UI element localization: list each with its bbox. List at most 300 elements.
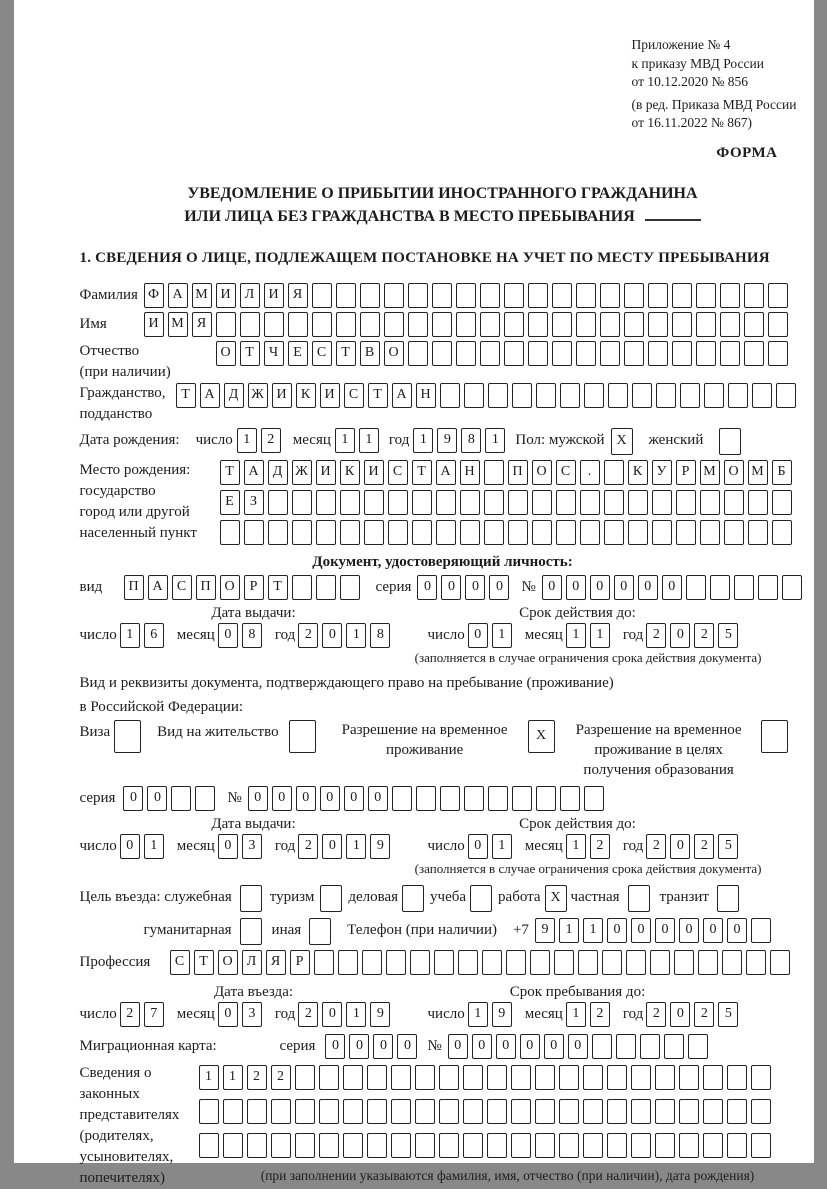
rvp-checkbox[interactable]: X — [528, 720, 555, 753]
char-box[interactable]: Е — [288, 341, 308, 366]
char-box[interactable] — [751, 1099, 771, 1124]
char-box[interactable] — [439, 1065, 459, 1090]
char-box[interactable] — [624, 283, 644, 308]
char-box[interactable] — [460, 490, 480, 515]
char-box[interactable] — [556, 520, 576, 545]
char-box[interactable]: А — [168, 283, 188, 308]
char-box[interactable]: 2 — [298, 834, 318, 859]
char-box[interactable] — [631, 1099, 651, 1124]
char-box[interactable]: 1 — [359, 428, 379, 453]
char-box[interactable] — [696, 283, 716, 308]
char-box[interactable] — [388, 520, 408, 545]
char-box[interactable] — [367, 1065, 387, 1090]
char-box[interactable]: 2 — [694, 834, 714, 859]
char-box[interactable] — [560, 383, 580, 408]
char-box[interactable] — [704, 383, 724, 408]
char-box[interactable]: 0 — [123, 786, 143, 811]
char-box[interactable] — [216, 312, 236, 337]
char-box[interactable] — [456, 283, 476, 308]
char-box[interactable]: К — [340, 460, 360, 485]
char-box[interactable] — [676, 520, 696, 545]
char-box[interactable]: 1 — [346, 623, 366, 648]
char-box[interactable]: Л — [242, 950, 262, 975]
char-box[interactable] — [312, 283, 332, 308]
char-box[interactable]: 1 — [346, 834, 366, 859]
rvp-education-checkbox[interactable] — [761, 720, 788, 753]
char-box[interactable] — [271, 1133, 291, 1158]
char-box[interactable]: И — [264, 283, 284, 308]
char-box[interactable]: С — [556, 460, 576, 485]
char-box[interactable] — [720, 312, 740, 337]
char-box[interactable]: 1 — [492, 623, 512, 648]
char-box[interactable] — [484, 460, 504, 485]
char-box[interactable]: 0 — [417, 575, 437, 600]
char-box[interactable] — [744, 312, 764, 337]
char-box[interactable] — [391, 1133, 411, 1158]
char-box[interactable]: О — [532, 460, 552, 485]
char-box[interactable] — [432, 283, 452, 308]
char-box[interactable] — [223, 1099, 243, 1124]
char-box[interactable] — [727, 1099, 747, 1124]
char-box[interactable] — [535, 1133, 555, 1158]
char-box[interactable] — [338, 950, 358, 975]
char-box[interactable] — [195, 786, 215, 811]
char-box[interactable] — [244, 520, 264, 545]
char-box[interactable]: 3 — [242, 834, 262, 859]
char-box[interactable] — [578, 950, 598, 975]
char-box[interactable] — [624, 312, 644, 337]
char-box[interactable] — [608, 383, 628, 408]
char-box[interactable] — [584, 383, 604, 408]
char-box[interactable] — [487, 1133, 507, 1158]
char-box[interactable]: П — [124, 575, 144, 600]
char-box[interactable] — [556, 490, 576, 515]
char-box[interactable] — [724, 490, 744, 515]
char-box[interactable]: 2 — [646, 1002, 666, 1027]
char-box[interactable]: Т — [368, 383, 388, 408]
char-box[interactable]: 2 — [694, 1002, 714, 1027]
char-box[interactable]: 0 — [218, 623, 238, 648]
char-box[interactable]: 2 — [247, 1065, 267, 1090]
study-checkbox[interactable] — [470, 885, 492, 912]
char-box[interactable] — [722, 950, 742, 975]
business-checkbox[interactable] — [402, 885, 424, 912]
char-box[interactable] — [319, 1133, 339, 1158]
char-box[interactable] — [607, 1099, 627, 1124]
char-box[interactable]: О — [218, 950, 238, 975]
char-box[interactable]: Р — [290, 950, 310, 975]
char-box[interactable] — [436, 490, 456, 515]
char-box[interactable]: 0 — [322, 1002, 342, 1027]
char-box[interactable]: 2 — [646, 834, 666, 859]
char-box[interactable]: О — [220, 575, 240, 600]
char-box[interactable] — [624, 341, 644, 366]
char-box[interactable] — [535, 1099, 555, 1124]
char-box[interactable] — [343, 1133, 363, 1158]
char-box[interactable] — [703, 1099, 723, 1124]
char-box[interactable]: О — [724, 460, 744, 485]
char-box[interactable]: Т — [412, 460, 432, 485]
char-box[interactable] — [560, 786, 580, 811]
char-box[interactable]: 1 — [583, 918, 603, 943]
char-box[interactable] — [488, 383, 508, 408]
char-box[interactable] — [648, 283, 668, 308]
char-box[interactable] — [340, 490, 360, 515]
char-box[interactable] — [340, 575, 360, 600]
char-box[interactable] — [408, 312, 428, 337]
char-box[interactable]: 0 — [296, 786, 316, 811]
char-box[interactable] — [512, 786, 532, 811]
char-box[interactable] — [508, 490, 528, 515]
char-box[interactable] — [724, 520, 744, 545]
char-box[interactable] — [700, 490, 720, 515]
char-box[interactable] — [679, 1065, 699, 1090]
char-box[interactable] — [600, 283, 620, 308]
char-box[interactable] — [648, 312, 668, 337]
char-box[interactable] — [458, 950, 478, 975]
char-box[interactable]: 8 — [370, 623, 390, 648]
char-box[interactable] — [247, 1133, 267, 1158]
char-box[interactable] — [463, 1099, 483, 1124]
char-box[interactable] — [391, 1099, 411, 1124]
char-box[interactable] — [171, 786, 191, 811]
char-box[interactable] — [746, 950, 766, 975]
char-box[interactable] — [600, 312, 620, 337]
char-box[interactable]: 0 — [662, 575, 682, 600]
char-box[interactable] — [583, 1133, 603, 1158]
char-box[interactable]: 7 — [144, 1002, 164, 1027]
char-box[interactable]: И — [144, 312, 164, 337]
char-box[interactable] — [391, 1065, 411, 1090]
char-box[interactable] — [576, 312, 596, 337]
char-box[interactable] — [432, 341, 452, 366]
visa-checkbox[interactable] — [114, 720, 141, 753]
char-box[interactable] — [295, 1133, 315, 1158]
char-box[interactable]: 1 — [485, 428, 505, 453]
char-box[interactable] — [434, 950, 454, 975]
char-box[interactable] — [415, 1065, 435, 1090]
char-box[interactable] — [240, 312, 260, 337]
char-box[interactable] — [336, 312, 356, 337]
char-box[interactable] — [680, 383, 700, 408]
char-box[interactable] — [488, 786, 508, 811]
char-box[interactable] — [292, 520, 312, 545]
char-box[interactable] — [559, 1133, 579, 1158]
char-box[interactable] — [295, 1099, 315, 1124]
char-box[interactable] — [487, 1099, 507, 1124]
char-box[interactable]: 2 — [298, 623, 318, 648]
char-box[interactable]: И — [272, 383, 292, 408]
char-box[interactable] — [626, 950, 646, 975]
char-box[interactable]: З — [244, 490, 264, 515]
char-box[interactable]: 5 — [718, 834, 738, 859]
tourism-checkbox[interactable] — [320, 885, 342, 912]
char-box[interactable] — [464, 383, 484, 408]
char-box[interactable] — [748, 520, 768, 545]
char-box[interactable] — [655, 1133, 675, 1158]
char-box[interactable] — [604, 520, 624, 545]
char-box[interactable]: М — [168, 312, 188, 337]
char-box[interactable]: 1 — [566, 1002, 586, 1027]
char-box[interactable]: 0 — [468, 623, 488, 648]
char-box[interactable]: 0 — [147, 786, 167, 811]
char-box[interactable]: 0 — [248, 786, 268, 811]
char-box[interactable]: Т — [268, 575, 288, 600]
char-box[interactable]: Б — [772, 460, 792, 485]
char-box[interactable] — [720, 283, 740, 308]
char-box[interactable] — [655, 1099, 675, 1124]
char-box[interactable] — [504, 312, 524, 337]
char-box[interactable] — [439, 1133, 459, 1158]
char-box[interactable]: 0 — [218, 1002, 238, 1027]
char-box[interactable] — [604, 460, 624, 485]
char-box[interactable] — [319, 1065, 339, 1090]
char-box[interactable]: М — [748, 460, 768, 485]
char-box[interactable]: С — [170, 950, 190, 975]
char-box[interactable] — [696, 341, 716, 366]
char-box[interactable] — [264, 312, 284, 337]
char-box[interactable] — [674, 950, 694, 975]
char-box[interactable]: 5 — [718, 623, 738, 648]
char-box[interactable]: 9 — [535, 918, 555, 943]
char-box[interactable]: 0 — [322, 623, 342, 648]
char-box[interactable]: 2 — [298, 1002, 318, 1027]
char-box[interactable]: Ч — [264, 341, 284, 366]
char-box[interactable] — [463, 1133, 483, 1158]
char-box[interactable] — [316, 490, 336, 515]
char-box[interactable] — [512, 383, 532, 408]
char-box[interactable]: С — [312, 341, 332, 366]
char-box[interactable] — [688, 1034, 708, 1059]
char-box[interactable] — [758, 575, 778, 600]
char-box[interactable] — [720, 341, 740, 366]
char-box[interactable] — [751, 1133, 771, 1158]
char-box[interactable] — [528, 283, 548, 308]
char-box[interactable]: 0 — [703, 918, 723, 943]
male-checkbox[interactable]: X — [611, 428, 633, 455]
char-box[interactable]: 0 — [468, 834, 488, 859]
char-box[interactable] — [480, 341, 500, 366]
char-box[interactable] — [388, 490, 408, 515]
char-box[interactable] — [464, 786, 484, 811]
char-box[interactable] — [392, 786, 412, 811]
char-box[interactable]: С — [344, 383, 364, 408]
char-box[interactable] — [656, 383, 676, 408]
char-box[interactable] — [632, 383, 652, 408]
char-box[interactable]: 0 — [325, 1034, 345, 1059]
char-box[interactable] — [676, 490, 696, 515]
char-box[interactable]: 0 — [614, 575, 634, 600]
char-box[interactable] — [460, 520, 480, 545]
char-box[interactable]: Е — [220, 490, 240, 515]
char-box[interactable] — [770, 950, 790, 975]
char-box[interactable] — [316, 575, 336, 600]
char-box[interactable] — [528, 341, 548, 366]
char-box[interactable] — [679, 1099, 699, 1124]
char-box[interactable]: 0 — [496, 1034, 516, 1059]
char-box[interactable] — [768, 341, 788, 366]
char-box[interactable]: 1 — [492, 834, 512, 859]
char-box[interactable] — [511, 1133, 531, 1158]
char-box[interactable] — [616, 1034, 636, 1059]
char-box[interactable]: 9 — [370, 834, 390, 859]
char-box[interactable] — [628, 520, 648, 545]
other-checkbox[interactable] — [309, 918, 331, 945]
char-box[interactable] — [698, 950, 718, 975]
char-box[interactable] — [672, 283, 692, 308]
char-box[interactable] — [463, 1065, 483, 1090]
char-box[interactable] — [696, 312, 716, 337]
char-box[interactable] — [703, 1065, 723, 1090]
char-box[interactable] — [504, 283, 524, 308]
char-box[interactable]: 8 — [242, 623, 262, 648]
char-box[interactable] — [292, 490, 312, 515]
char-box[interactable] — [744, 283, 764, 308]
char-box[interactable]: 2 — [646, 623, 666, 648]
char-box[interactable]: С — [172, 575, 192, 600]
char-box[interactable]: М — [700, 460, 720, 485]
private-checkbox[interactable] — [628, 885, 650, 912]
char-box[interactable]: 1 — [559, 918, 579, 943]
char-box[interactable] — [384, 283, 404, 308]
char-box[interactable]: 1 — [199, 1065, 219, 1090]
char-box[interactable]: 0 — [607, 918, 627, 943]
char-box[interactable]: 1 — [237, 428, 257, 453]
char-box[interactable] — [360, 283, 380, 308]
char-box[interactable]: 1 — [335, 428, 355, 453]
char-box[interactable] — [408, 283, 428, 308]
char-box[interactable]: 1 — [144, 834, 164, 859]
char-box[interactable] — [583, 1099, 603, 1124]
char-box[interactable]: 1 — [346, 1002, 366, 1027]
char-box[interactable]: . — [580, 460, 600, 485]
char-box[interactable]: 2 — [271, 1065, 291, 1090]
char-box[interactable]: Р — [676, 460, 696, 485]
char-box[interactable]: И — [216, 283, 236, 308]
char-box[interactable] — [530, 950, 550, 975]
char-box[interactable]: Т — [220, 460, 240, 485]
char-box[interactable] — [408, 341, 428, 366]
char-box[interactable]: 0 — [472, 1034, 492, 1059]
char-box[interactable]: 8 — [461, 428, 481, 453]
char-box[interactable] — [552, 283, 572, 308]
char-box[interactable] — [664, 1034, 684, 1059]
char-box[interactable]: 5 — [718, 1002, 738, 1027]
work-checkbox[interactable]: X — [545, 885, 567, 912]
char-box[interactable] — [772, 490, 792, 515]
char-box[interactable] — [439, 1099, 459, 1124]
char-box[interactable]: 0 — [489, 575, 509, 600]
char-box[interactable]: Ж — [292, 460, 312, 485]
char-box[interactable] — [648, 341, 668, 366]
char-box[interactable]: 0 — [368, 786, 388, 811]
char-box[interactable] — [223, 1133, 243, 1158]
char-box[interactable]: 0 — [320, 786, 340, 811]
char-box[interactable] — [600, 341, 620, 366]
char-box[interactable] — [319, 1099, 339, 1124]
char-box[interactable] — [554, 950, 574, 975]
char-box[interactable] — [432, 312, 452, 337]
char-box[interactable]: О — [216, 341, 236, 366]
char-box[interactable] — [576, 341, 596, 366]
char-box[interactable] — [367, 1133, 387, 1158]
char-box[interactable]: 9 — [370, 1002, 390, 1027]
char-box[interactable]: 0 — [349, 1034, 369, 1059]
char-box[interactable] — [631, 1133, 651, 1158]
char-box[interactable]: 0 — [397, 1034, 417, 1059]
char-box[interactable] — [536, 786, 556, 811]
char-box[interactable] — [631, 1065, 651, 1090]
char-box[interactable]: У — [652, 460, 672, 485]
char-box[interactable] — [583, 1065, 603, 1090]
char-box[interactable] — [367, 1099, 387, 1124]
char-box[interactable] — [752, 383, 772, 408]
char-box[interactable] — [508, 520, 528, 545]
char-box[interactable]: 0 — [218, 834, 238, 859]
char-box[interactable] — [607, 1065, 627, 1090]
char-box[interactable] — [362, 950, 382, 975]
char-box[interactable] — [559, 1099, 579, 1124]
char-box[interactable]: 0 — [568, 1034, 588, 1059]
char-box[interactable]: А — [200, 383, 220, 408]
char-box[interactable] — [271, 1099, 291, 1124]
char-box[interactable]: А — [244, 460, 264, 485]
char-box[interactable] — [559, 1065, 579, 1090]
char-box[interactable] — [364, 520, 384, 545]
char-box[interactable]: 0 — [670, 623, 690, 648]
char-box[interactable] — [679, 1133, 699, 1158]
char-box[interactable] — [727, 1065, 747, 1090]
char-box[interactable]: И — [364, 460, 384, 485]
residence-permit-checkbox[interactable] — [289, 720, 316, 753]
char-box[interactable]: 0 — [448, 1034, 468, 1059]
char-box[interactable]: Я — [288, 283, 308, 308]
char-box[interactable] — [576, 283, 596, 308]
char-box[interactable]: Ф — [144, 283, 164, 308]
char-box[interactable]: 0 — [373, 1034, 393, 1059]
char-box[interactable]: 0 — [727, 918, 747, 943]
char-box[interactable] — [751, 918, 771, 943]
char-box[interactable]: П — [508, 460, 528, 485]
char-box[interactable]: 0 — [631, 918, 651, 943]
char-box[interactable] — [336, 283, 356, 308]
char-box[interactable] — [552, 312, 572, 337]
char-box[interactable]: 2 — [590, 834, 610, 859]
char-box[interactable] — [415, 1133, 435, 1158]
char-box[interactable]: 0 — [638, 575, 658, 600]
char-box[interactable]: 0 — [590, 575, 610, 600]
char-box[interactable]: 0 — [544, 1034, 564, 1059]
char-box[interactable] — [487, 1065, 507, 1090]
char-box[interactable] — [386, 950, 406, 975]
char-box[interactable]: 0 — [465, 575, 485, 600]
char-box[interactable] — [768, 283, 788, 308]
char-box[interactable] — [748, 490, 768, 515]
char-box[interactable] — [710, 575, 730, 600]
char-box[interactable]: К — [628, 460, 648, 485]
char-box[interactable]: 9 — [492, 1002, 512, 1027]
char-box[interactable]: Д — [224, 383, 244, 408]
char-box[interactable]: 0 — [566, 575, 586, 600]
char-box[interactable]: 9 — [437, 428, 457, 453]
char-box[interactable]: Л — [240, 283, 260, 308]
char-box[interactable] — [607, 1133, 627, 1158]
char-box[interactable] — [340, 520, 360, 545]
char-box[interactable] — [703, 1133, 723, 1158]
char-box[interactable] — [268, 490, 288, 515]
char-box[interactable]: А — [436, 460, 456, 485]
char-box[interactable] — [580, 520, 600, 545]
